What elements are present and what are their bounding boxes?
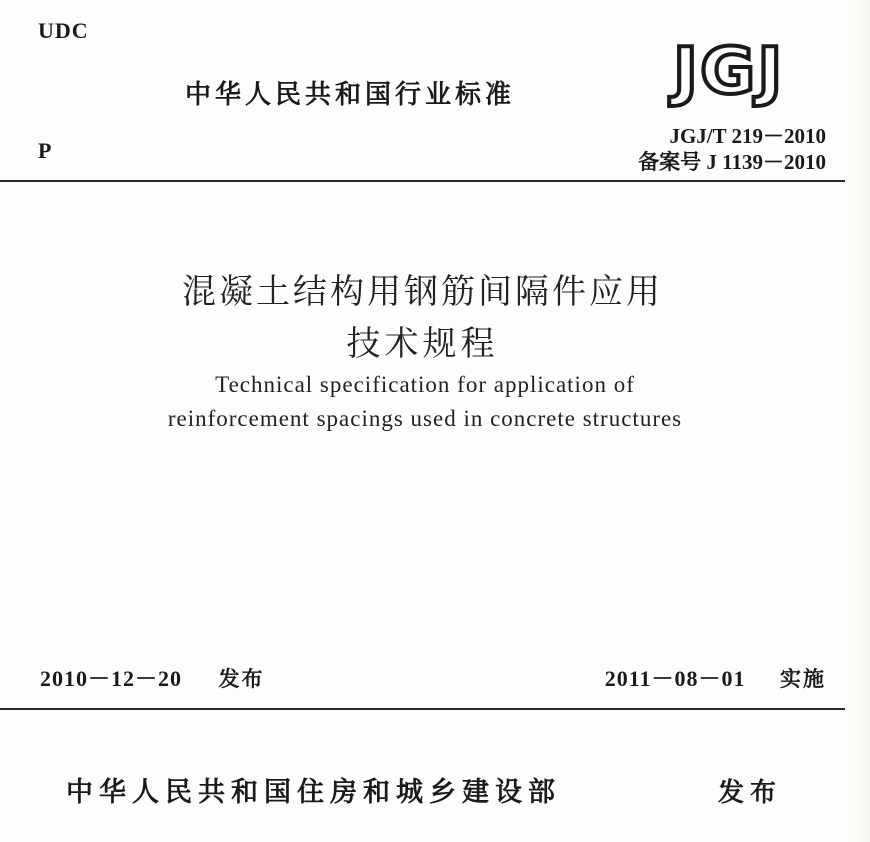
ministry-name: 中华人民共和国住房和城乡建设部	[66, 777, 561, 808]
english-title-line-1: Technical specification for application of	[215, 372, 635, 397]
header-divider	[0, 180, 845, 182]
issue-date: 2010－12－20	[40, 666, 183, 691]
issue-label: 发布	[218, 667, 265, 691]
chinese-title-line-1: 混凝土结构用钢筋间隔件应用	[182, 272, 663, 312]
record-number: 备案号 J 1139－2010	[638, 150, 826, 174]
english-title-line-2: reinforcement spacings used in concrete structures	[167, 406, 683, 431]
udc-label: UDC	[38, 18, 89, 43]
implement-label: 实施	[780, 667, 826, 691]
footer-divider	[0, 708, 845, 710]
page-edge	[852, 0, 870, 842]
standard-number: JGJ/T 219－2010	[669, 124, 826, 148]
implement-date-block	[605, 662, 826, 693]
issue-date-block	[40, 662, 265, 693]
jgj-logo: JGJ	[673, 35, 785, 109]
implement-date: 2011－08－01	[604, 666, 746, 691]
publish-label: 发布	[718, 778, 783, 808]
industry-standard-heading: 中华人民共和国行业标准	[185, 80, 516, 110]
category-label: P	[38, 138, 52, 163]
chinese-title-line-2: 技术规程	[346, 324, 499, 364]
